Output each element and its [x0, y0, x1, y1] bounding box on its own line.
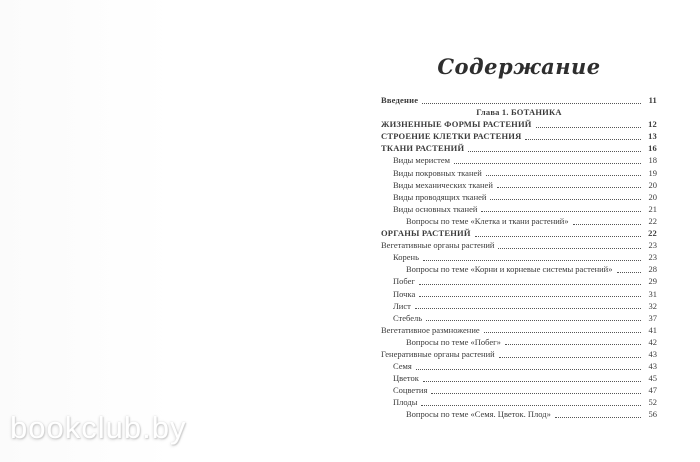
- toc-entry-page: 12: [648, 119, 657, 130]
- dot-leader: [421, 405, 641, 406]
- toc-entry: [381, 203, 657, 215]
- toc-entry-label: Вопросы по теме «Семя. Цветок. Плод»: [406, 409, 551, 420]
- dot-leader: [423, 381, 641, 382]
- dot-leader: [490, 199, 641, 200]
- toc-entry-label: Вопросы по теме «Побег»: [406, 336, 501, 347]
- toc-entry: [381, 118, 657, 130]
- dot-leader: [419, 296, 641, 297]
- toc-entry-label: ЖИЗНЕННЫЕ ФОРМЫ РАСТЕНИЙ: [381, 119, 532, 130]
- dot-leader: [617, 272, 642, 273]
- toc-entry-page: 22: [648, 228, 657, 239]
- toc-entry-label: Генеративные органы растений: [381, 348, 495, 359]
- toc-entry-label: ОРГАНЫ РАСТЕНИЙ: [381, 228, 471, 239]
- toc-entry: [381, 167, 657, 179]
- watermark-text: bookclub.by: [10, 410, 187, 445]
- toc-entry-page: 56: [648, 409, 657, 420]
- toc-entry-page: 37: [648, 312, 657, 323]
- toc-entry: [381, 336, 657, 348]
- toc-entry-label: СТРОЕНИЕ КЛЕТКИ РАСТЕНИЯ: [381, 131, 522, 142]
- dot-leader: [486, 175, 641, 176]
- toc-entry-label: Почка: [393, 288, 416, 299]
- dot-leader: [422, 103, 641, 104]
- toc-entry-page: 47: [648, 385, 657, 396]
- toc-entry: [381, 251, 657, 263]
- toc-entry-page: 19: [648, 167, 657, 178]
- toc-entry: [381, 227, 657, 239]
- toc-entry: [381, 239, 657, 251]
- toc-entry: [381, 215, 657, 227]
- dot-leader: [573, 224, 641, 225]
- dot-leader: [498, 248, 641, 249]
- toc-entry-page: 21: [648, 203, 657, 214]
- toc-entry-label: Виды механических тканей: [393, 179, 493, 190]
- toc-entry-page: 43: [648, 361, 657, 372]
- dot-leader: [481, 211, 641, 212]
- toc-entry: [381, 312, 657, 324]
- toc-entry-page: 31: [648, 288, 657, 299]
- dot-leader: [423, 260, 641, 261]
- toc-entry: [381, 372, 657, 384]
- toc-entry: [381, 396, 657, 408]
- toc-entry-label: Вопросы по теме «Корни и корневые системы растений»: [406, 264, 613, 275]
- toc-entry: [381, 300, 657, 312]
- toc-entry: [381, 94, 657, 106]
- toc-entry-page: 16: [648, 143, 657, 154]
- toc-entry-label: Соцветия: [393, 385, 428, 396]
- toc-entry-page: 20: [648, 191, 657, 202]
- dot-leader: [419, 284, 641, 285]
- toc-entry-label: Виды основных тканей: [393, 203, 478, 214]
- toc-entry-page: 29: [648, 276, 657, 287]
- dot-leader: [499, 357, 641, 358]
- dot-leader: [416, 369, 641, 370]
- toc-entry: [381, 360, 657, 372]
- toc-entry: [381, 288, 657, 300]
- toc-entry-page: 32: [648, 300, 657, 311]
- toc-entry-page: 18: [648, 155, 657, 166]
- toc-entry-page: 52: [648, 397, 657, 408]
- toc-entry-page: 20: [648, 179, 657, 190]
- toc-entry-page: 11: [648, 95, 657, 105]
- toc-entry-page: 45: [648, 373, 657, 384]
- toc-entry-label: Побег: [393, 276, 415, 287]
- toc-entry-label: ТКАНИ РАСТЕНИЙ: [381, 143, 465, 154]
- dot-leader: [415, 308, 641, 309]
- toc-entry: [381, 384, 657, 396]
- toc-entry: [381, 191, 657, 203]
- dot-leader: [431, 393, 641, 394]
- toc-chapter-heading: Глава 1. БОТАНИКА: [476, 107, 562, 118]
- dot-leader: [454, 163, 641, 164]
- toc-entry: [381, 324, 657, 336]
- toc-entry-page: 13: [648, 131, 657, 142]
- toc-entry-label: Плоды: [393, 397, 418, 408]
- toc-entry-label: Корень: [393, 252, 419, 263]
- toc-entry-label: Виды проводящих тканей: [393, 191, 487, 202]
- toc-entry-label: Семя: [393, 361, 412, 372]
- toc-entry-label: Вегетативные органы растений: [381, 240, 495, 251]
- toc-entry-page: 22: [648, 215, 657, 226]
- toc-entry-label: Виды меристем: [393, 155, 450, 166]
- toc-entry-page: 28: [648, 264, 657, 275]
- toc-entry-page: 43: [648, 348, 657, 359]
- toc-entry: [381, 154, 657, 166]
- dot-leader: [497, 187, 641, 188]
- toc-entry-label: Вегетативное размножение: [381, 324, 480, 335]
- toc-entry-label: Стебель: [393, 312, 423, 323]
- toc-entry: [381, 263, 657, 275]
- dot-leader: [484, 332, 641, 333]
- toc-entry-page: 42: [648, 336, 657, 347]
- toc-entry-label: Виды покровных тканей: [393, 167, 482, 178]
- toc-entry-page: 41: [648, 324, 657, 335]
- toc-list: [381, 94, 657, 421]
- dot-leader: [555, 417, 641, 418]
- dot-leader: [426, 320, 641, 321]
- toc-entry: [381, 348, 657, 360]
- toc-entry-page: 23: [648, 240, 657, 251]
- toc-entry: [381, 142, 657, 154]
- page-title: Содержание: [437, 54, 601, 79]
- dot-leader: [475, 236, 641, 237]
- toc-entry-label: Лист: [393, 300, 411, 311]
- toc-entry-page: 23: [648, 252, 657, 263]
- toc-entry: [381, 275, 657, 287]
- toc-entry: [381, 179, 657, 191]
- dot-leader: [536, 127, 641, 128]
- toc-entry: [381, 408, 657, 420]
- toc-entry-label: Вопросы по теме «Клетка и ткани растений»: [406, 215, 569, 226]
- dot-leader: [525, 139, 641, 140]
- dot-leader: [468, 151, 641, 152]
- dot-leader: [505, 344, 641, 345]
- table-of-contents-column: [381, 54, 657, 421]
- toc-entry-label: Введение: [381, 95, 419, 105]
- toc-entry-label: Цветок: [393, 373, 419, 384]
- toc-entry: [381, 130, 657, 142]
